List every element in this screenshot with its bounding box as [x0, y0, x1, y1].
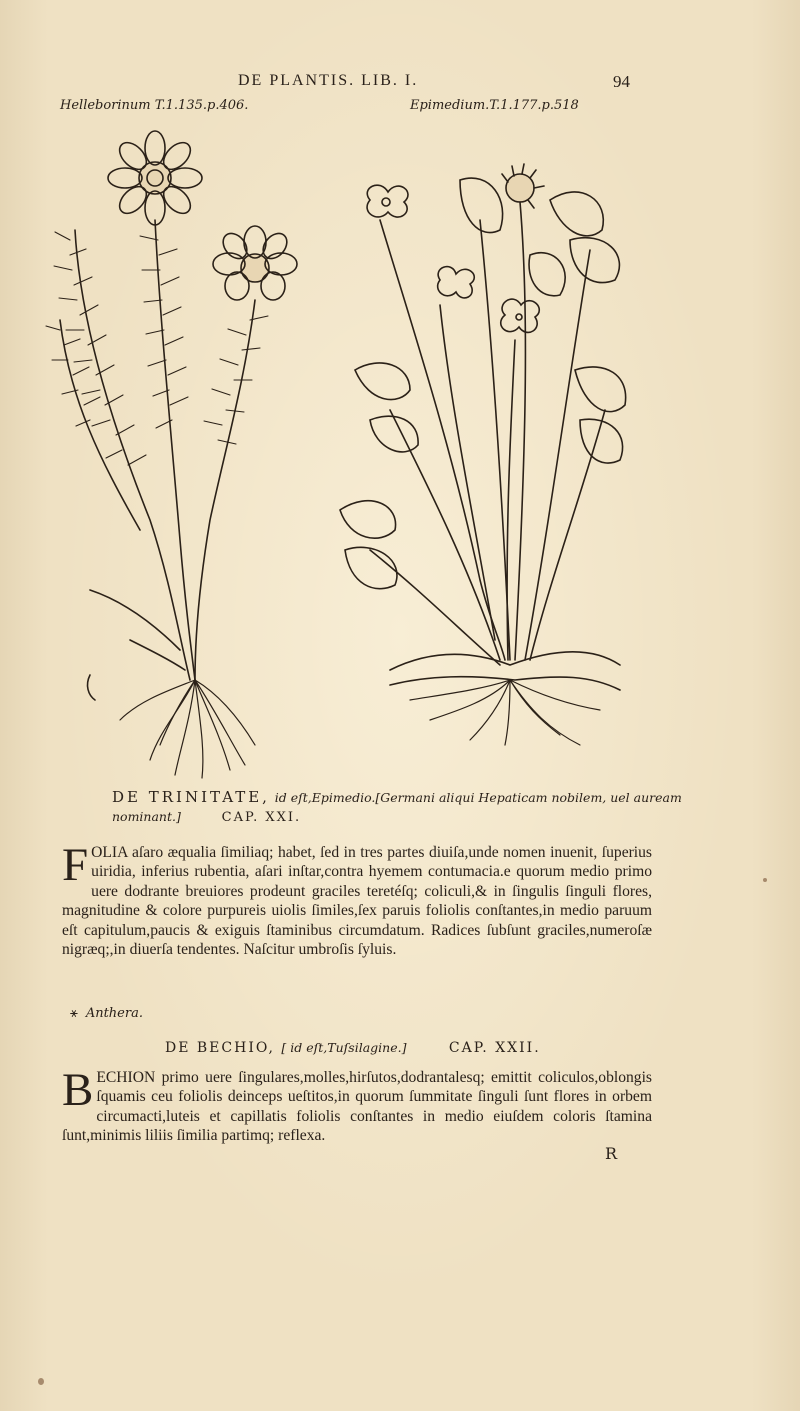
running-head-title: DE PLANTIS. LIB. I. — [238, 72, 419, 89]
ink-spot — [763, 878, 767, 882]
chapter-22-number: CAP. XXII. — [448, 1040, 541, 1056]
chapter-21-paragraph — [62, 839, 652, 959]
asterisk-icon: ⚹ — [70, 1006, 78, 1021]
chapter-22-synonym: [ id eſt,Tuſsilagine.] — [281, 1040, 407, 1055]
drop-cap-f: F — [62, 839, 89, 891]
caption-synonyms: id eſt,Epimedio.[Germani aliqui Hepaticam nobilem, uel auream nominant.] — [112, 790, 682, 824]
chapter-22-paragraph — [62, 1064, 652, 1146]
caption-chapter: CAP. XXI. — [221, 810, 302, 825]
ink-spot — [38, 1378, 44, 1385]
drop-cap-b: B — [62, 1064, 94, 1116]
chapter-21-text: OLIA aſaro æqualia ſimiliaq; habet, ſed in tres partes diuiſa,unde nomen inuenit, ſuperius uiridia, inferius rubentia, aſari inſtar,contra hyemem contumacia.e quorum medio primo uere dodrante breuiores prodeunt graciles teretéſq; coliculi,& in ſingulis ſinguli flores, magnitudine & colore purpureis uiolis ſimiles,ſex paruis foliolis conſtantes,in medio paruum eſt capitulum,paucis & exiguis ſtaminibus circumdatum. Radices ſubſunt graciles,numeroſæ nigræq;,in diuerſa tendentes. Naſcitur umbroſis ſyluis. — [62, 844, 652, 959]
helleborine-woodcut — [46, 131, 297, 778]
caption-plant-name: DE TRINITATE, — [112, 788, 270, 806]
epimedium-woodcut — [340, 164, 626, 745]
legend-text: Anthera. — [85, 1006, 143, 1021]
botanical-woodcuts — [30, 120, 650, 785]
chapter-22-heading — [165, 1040, 541, 1056]
chapter-22-plant-name: DE BECHIO, — [165, 1040, 275, 1056]
page-number: 94 — [613, 72, 630, 91]
figure-ref-right: Epimedium.T.1.177.p.518 — [410, 98, 579, 113]
figure-caption — [112, 788, 712, 827]
figure-ref-left: Helleborinum T.1.135.p.406. — [60, 98, 249, 113]
running-head — [0, 72, 800, 96]
figure-references — [0, 98, 800, 122]
catchword: R — [605, 1144, 618, 1163]
legend-note — [70, 1006, 143, 1021]
chapter-22-text: ECHION primo uere ſingulares,molles,hirſutos,dodrantalesq; emittit coliculos,oblongis ſquamis ceu foliolis deinceps ueſtitos,in quorum ſummitate ſinguli ſunt flores in orbem circumacti,luteis et capillatis foliolis conſtantes in medio eiuſdem coloris ſtamina ſunt,minimis liliis ſimilia partimq; reflexa. — [62, 1069, 652, 1145]
